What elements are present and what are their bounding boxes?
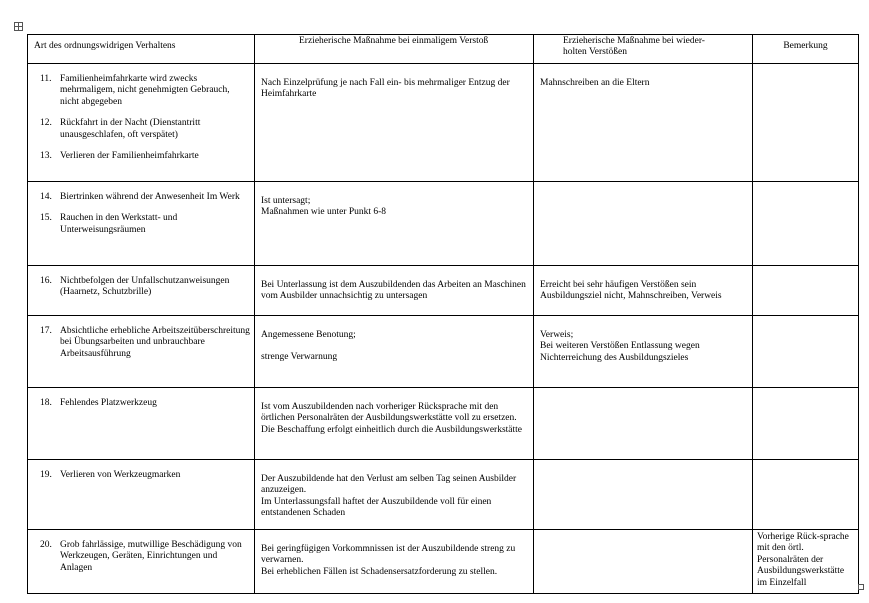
- cell-einmalig-text: Bei Unterlassung ist dem Auszubildenden das Arbeiten an Maschinen vom Ausbilder unnachsichtig zu untersagen: [261, 280, 526, 302]
- cell-bemerkung: [753, 64, 859, 182]
- list-item: [40, 151, 250, 162]
- item-text: Grob fahrlässige, mutwillige Beschädigung von Werkzeugen, Geräten, Einrichtungen und Anlagen: [60, 540, 242, 573]
- cell-wiederholt-text: Bei weiteren Verstößen Entlassung wegen Nichterreichung des Ausbildungszieles: [540, 341, 700, 363]
- item-number: 18.: [40, 398, 52, 408]
- item-number: 13.: [40, 151, 52, 162]
- table-row: [28, 460, 859, 530]
- item-text: Verlieren von Werkzeugmarken: [60, 470, 181, 480]
- cell-bemerkung-text: Vorherige Rück-sprache mit den örtl. Personalräten der Ausbildungswerkstätte im Einzelfall: [757, 532, 849, 588]
- cell-bemerkung: [753, 530, 859, 594]
- cell-einmalig: [255, 530, 534, 594]
- cell-einmalig: [255, 266, 534, 316]
- item-text: Fehlendes Platzwerkzeug: [60, 398, 157, 408]
- cell-art: [28, 530, 255, 594]
- cell-einmalig-text: Ist vom Auszubildenden nach vorheriger Rücksprache mit den örtlichen Personalräten der Ausbildungswerkstätte voll zu ersetzen. Die Beschaffung erfolgt einheitlich durch die Ausbildungswerkstätte: [261, 402, 523, 435]
- table-row: [28, 266, 859, 316]
- list-item: [40, 326, 250, 360]
- cell-einmalig-text: Der Auszubildende hat den Verlust am selben Tag seinen Ausbilder anzuzeigen.: [261, 474, 517, 496]
- table-row: [28, 316, 859, 388]
- cell-wiederholt: [534, 64, 753, 182]
- table-header-row: [28, 35, 859, 64]
- header-wiederholt: [534, 35, 753, 64]
- header-bemerkung-label: Bemerkung: [783, 41, 828, 51]
- cell-wiederholt-text: Erreicht bei sehr häufigen Verstößen sein Ausbildungsziel nicht, Mahnschreiben, Verweis: [540, 280, 722, 302]
- cell-bemerkung: [753, 316, 859, 388]
- cell-wiederholt-text: Mahnschreiben an die Eltern: [540, 78, 650, 88]
- cell-einmalig: [255, 316, 534, 388]
- cell-einmalig-text: Ist untersagt;: [261, 196, 311, 206]
- cell-einmalig-text: Nach Einzelprüfung je nach Fall ein- bis mehrmaliger Entzug der Heimfahrkarte: [261, 78, 510, 100]
- header-einmalig: [255, 35, 534, 64]
- item-number: 12.: [40, 118, 52, 129]
- table-row: [28, 182, 859, 266]
- list-item: [40, 540, 250, 574]
- cell-einmalig: [255, 388, 534, 460]
- table-row: [28, 64, 859, 182]
- cell-einmalig-text: Bei erheblichen Fällen ist Schadensersatzforderung zu stellen.: [261, 566, 498, 577]
- header-art: [28, 35, 255, 64]
- item-text: Nichtbefolgen der Unfallschutzanweisungen (Haarnetz, Schutzbrille): [60, 276, 230, 298]
- header-art-label: Art des ordnungswidrigen Verhaltens: [34, 41, 176, 51]
- item-number: 15.: [40, 213, 52, 224]
- table-resize-handle[interactable]: [858, 584, 864, 590]
- list-item: [40, 213, 250, 236]
- item-text: Rauchen in den Werkstatt- und Unterweisungsräumen: [60, 213, 178, 235]
- cell-art: [28, 388, 255, 460]
- cell-art: [28, 266, 255, 316]
- item-text: Verlieren der Familienheimfahrkarte: [60, 151, 199, 162]
- cell-bemerkung: [753, 388, 859, 460]
- list-item: [40, 74, 250, 108]
- item-text: Absichtliche erhebliche Arbeitszeitüberschreitung bei Übungsarbeiten und unbrauchbare Arbeitsausführung: [60, 326, 250, 359]
- item-number: 19.: [40, 470, 52, 480]
- cell-wiederholt: [534, 316, 753, 388]
- cell-bemerkung: [753, 266, 859, 316]
- table-row: [28, 530, 859, 594]
- measures-table: [27, 34, 859, 594]
- list-item: [40, 276, 250, 299]
- item-text: Familienheimfahrkarte wird zwecks mehrmaligem, nicht genehmigten Gebrauch, nicht abgegeben: [60, 74, 230, 107]
- cell-wiederholt: [534, 182, 753, 266]
- cell-einmalig-text: [261, 341, 529, 352]
- item-text: Biertrinken während der Anwesenheit Im Werk: [60, 192, 240, 202]
- item-number: 14.: [40, 192, 52, 202]
- list-item: [40, 470, 250, 481]
- cell-einmalig: [255, 182, 534, 266]
- item-number: 20.: [40, 540, 52, 550]
- header-bemerkung: [753, 35, 859, 64]
- list-item: [40, 192, 250, 203]
- cell-wiederholt: [534, 388, 753, 460]
- item-number: 11.: [40, 74, 52, 84]
- cell-einmalig-text: Bei geringfügigen Vorkommnissen ist der Auszubildende streng zu verwarnen.: [261, 544, 516, 566]
- table-row: [28, 388, 859, 460]
- cell-einmalig-text: Angemessene Benotung;: [261, 330, 356, 340]
- cell-einmalig-text: Im Unterlassungsfall haftet der Auszubildende voll für einen entstandenen Schaden: [261, 496, 492, 519]
- list-item: [40, 118, 250, 141]
- cell-bemerkung: [753, 182, 859, 266]
- cell-einmalig: [255, 64, 534, 182]
- cell-einmalig-text: Maßnahmen wie unter Punkt 6-8: [261, 207, 387, 218]
- header-wiederholt-label: Erzieherische Maßnahme bei wieder-holten Verstößen: [563, 36, 705, 58]
- cell-art: [28, 316, 255, 388]
- cell-wiederholt: [534, 530, 753, 594]
- table-move-handle[interactable]: [14, 22, 23, 31]
- cell-einmalig-text: strenge Verwarnung: [261, 352, 338, 363]
- cell-art: [28, 182, 255, 266]
- item-text: Rückfahrt in der Nacht (Dienstantritt unausgeschlafen, oft verspätet): [60, 118, 201, 140]
- cell-art: [28, 460, 255, 530]
- cell-wiederholt-text: Verweis;: [540, 330, 574, 340]
- cell-art: [28, 64, 255, 182]
- cell-wiederholt: [534, 266, 753, 316]
- header-einmalig-label: Erzieherische Maßnahme bei einmaligem Verstoß: [299, 36, 489, 46]
- cell-bemerkung: [753, 460, 859, 530]
- item-number: 16.: [40, 276, 52, 286]
- list-item: [40, 398, 250, 409]
- cell-wiederholt: [534, 460, 753, 530]
- item-number: 17.: [40, 326, 52, 336]
- cell-einmalig: [255, 460, 534, 530]
